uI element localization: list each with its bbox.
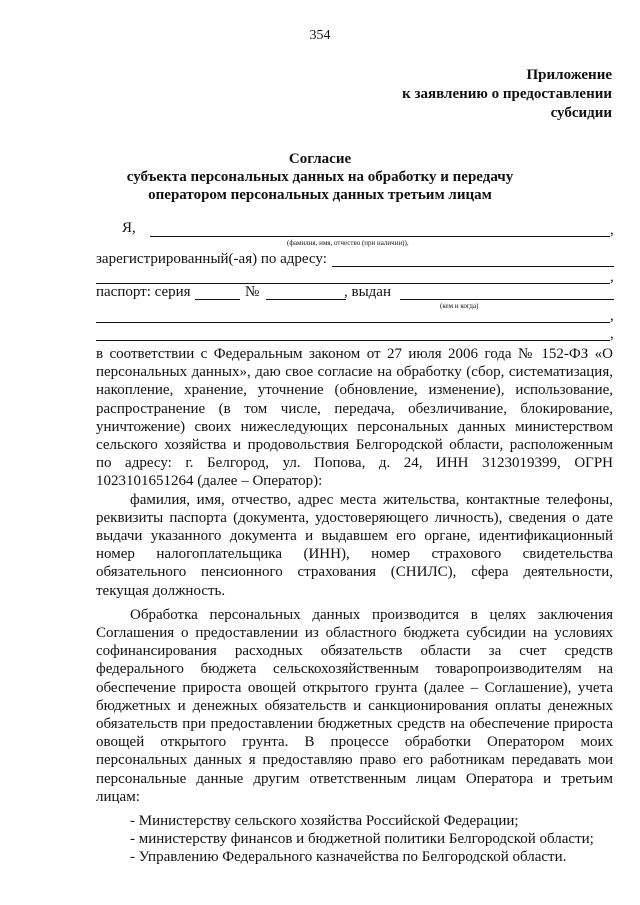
paragraph-legal-basis: в соответствии с Федеральным законом от 27 июля 2006 года № 152-ФЗ «О персональных данных», даю свое согласие на обработку (сбор, систематизация, накопление, хранение, уточнение (обновление, изменение), использование, распространение (в том числе, передача, обезличивание, блокирование, уничтожение) своих нижеследующих персональных данных министерством сельского хозяйства и продовольствия Белгородской области, расположенным по адресу: г. Белгород, ул. Попова, д. 24, ИНН 3123019399, ОГРН 1023101651264 (далее – Оператор): — [96, 346, 613, 490]
address-label: зарегистрированный(-ая) по адресу: — [96, 251, 327, 267]
issued-field-3[interactable] — [96, 340, 610, 341]
issued-field-1[interactable] — [400, 299, 614, 300]
title-line-3: оператором персональных данных третьим лицам — [148, 187, 492, 203]
issued-hint: (кем и когда) — [440, 302, 479, 310]
list-item: - Управлению Федерального казначейства по Белгородской области. — [130, 849, 567, 866]
appendix-line-1: Приложение — [526, 67, 612, 83]
address-comma: , — [610, 269, 614, 285]
issued-comma-2: , — [610, 326, 614, 342]
issued-comma-1: , — [610, 308, 614, 324]
passport-series-label: паспорт: серия — [96, 284, 191, 300]
fio-hint: (фамилия, имя, отчество (при наличии)), — [287, 239, 409, 247]
paragraph-purpose: Обработка персональных данных производится в целях заключения Соглашения о предоставлении из областного бюджета субсидии на условиях софинансирования расходных обязательств области за счет средств федерального бюджета сельскохозяйственным товаропроизводителям на обеспечение прироста овощей открытого грунта (далее – Соглашение), учета бюджетных и денежных обязательств и санкционирования оплаты денежных обязательств при предоставлении бюджетных средств на обеспечение прироста овощей открытого грунта. В процессе обработки Оператором моих персональных данных я предоставляю право его работникам передавать мои персональные данные другим ответственным лицам Оператора и третьим лицам: — [96, 606, 613, 805]
fio-comma: , — [610, 222, 614, 238]
passport-series-field[interactable] — [195, 299, 240, 300]
address-field-1[interactable] — [332, 266, 614, 267]
title-line-1: Согласие — [288, 151, 352, 167]
page-number: 354 — [309, 28, 331, 43]
issued-label: , выдан — [344, 284, 391, 300]
fio-field[interactable] — [150, 236, 610, 237]
list-item: - министерству финансов и бюджетной политики Белгородской области; — [130, 831, 594, 848]
appendix-line-2: к заявлению о предоставлении — [402, 86, 612, 102]
appendix-header — [402, 66, 612, 123]
i-label: Я, — [122, 220, 136, 236]
list-item: - Министерству сельского хозяйства Российской Федерации; — [130, 813, 519, 830]
passport-number-label: № — [245, 284, 260, 300]
appendix-line-3: субсидии — [550, 105, 612, 121]
consent-body — [96, 345, 613, 867]
issued-field-2[interactable] — [96, 322, 610, 323]
paragraph-data-list: фамилия, имя, отчество, адрес места жительства, контактные телефоны, реквизиты паспорта (документа, удостоверяющего личность), сведения о дате выдачи указанного документа и выдавшем его органе, идентификационный номер налогоплательщика (ИНН), номер страхового свидетельства обязательного пенсионного страхования (СНИЛС), сфера деятельности, текущая должность. — [96, 491, 613, 599]
passport-number-field[interactable] — [266, 299, 346, 300]
title-line-2: субъекта персональных данных на обработку и передачу — [126, 169, 514, 185]
